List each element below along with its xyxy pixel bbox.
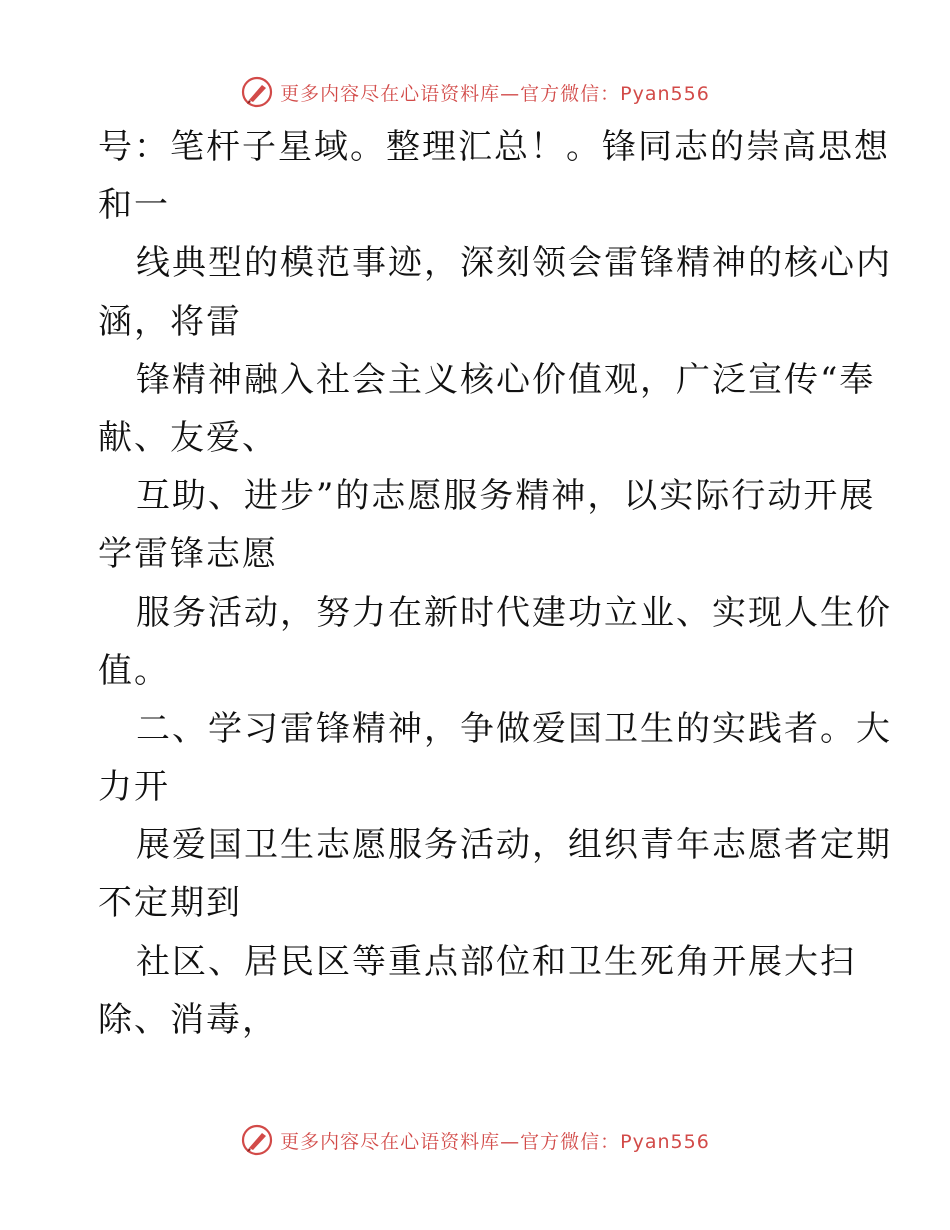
text-line: 和一	[98, 185, 170, 226]
watermark-text: 更多内容尽在心语资料库—官方微信：Pyan556	[280, 1130, 710, 1153]
watermark-text: 更多内容尽在心语资料库—官方微信：Pyan556	[280, 82, 710, 105]
text-line: 献、友爱、	[98, 417, 278, 458]
text-line: 锋精神融入社会主义核心价值观，广泛宣传“奉	[136, 359, 876, 400]
text-line: 除、消毒，	[98, 999, 278, 1040]
text-line: 值。	[98, 650, 170, 691]
text-line: 线典型的模范事迹，深刻领会雷锋精神的核心内	[136, 243, 892, 284]
text-line: 展爱国卫生志愿服务活动，组织青年志愿者定期	[136, 825, 892, 866]
header-watermark-banner	[0, 72, 950, 112]
document-body	[98, 118, 892, 1049]
text-line: 服务活动，努力在新时代建功立业、实现人生价	[136, 592, 892, 633]
text-line: 涵，将雷	[98, 301, 242, 342]
pen-logo-icon	[240, 75, 274, 109]
text-line: 学雷锋志愿	[98, 534, 278, 575]
text-line: 不定期到	[98, 883, 242, 924]
text-line: 二、学习雷锋精神，争做爱国卫生的实践者。大	[136, 708, 892, 749]
text-line: 号：笔杆子星域。整理汇总！。锋同志的崇高思想	[98, 127, 890, 167]
text-line: 力开	[98, 767, 170, 808]
footer-watermark-banner	[0, 1120, 950, 1160]
pen-logo-icon	[240, 1123, 274, 1157]
text-line: 社区、居民区等重点部位和卫生死角开展大扫	[136, 941, 856, 982]
text-line: 互助、进步”的志愿服务精神，以实际行动开展	[136, 476, 876, 517]
